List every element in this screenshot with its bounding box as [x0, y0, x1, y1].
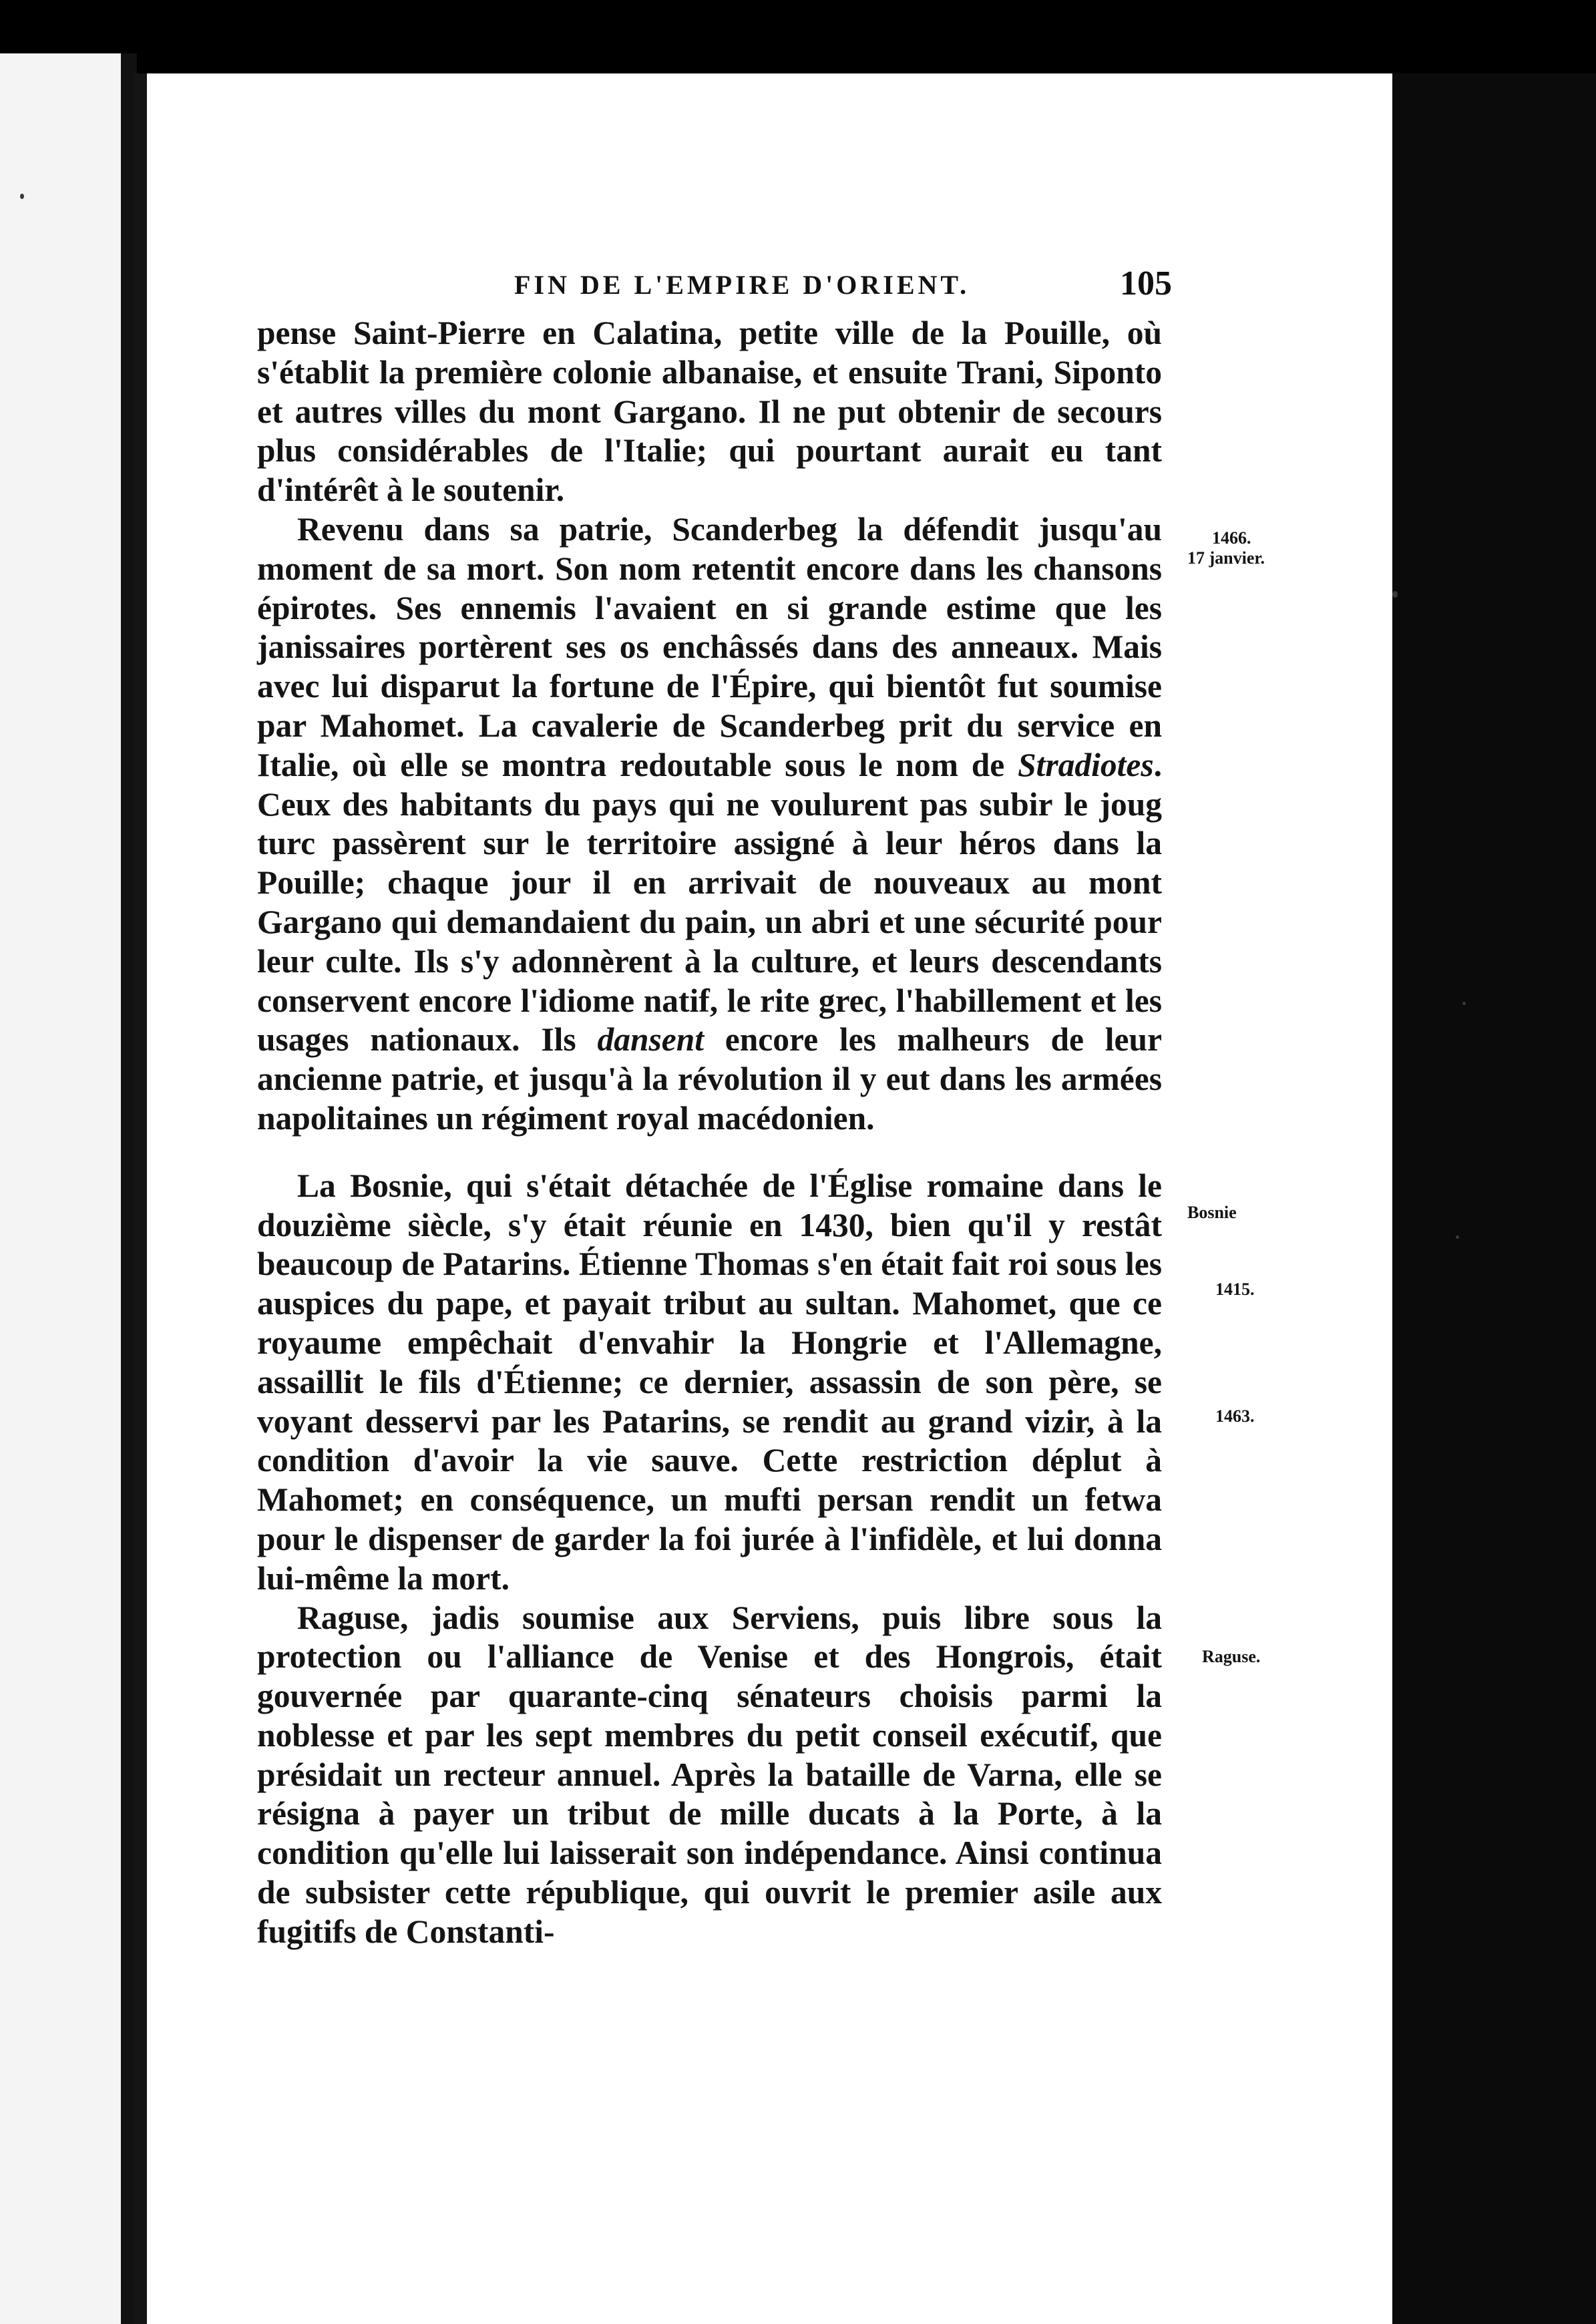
- text-run: Revenu dans sa patrie, Scanderbeg la défendit jusqu'au moment de sa mort. Son nom retentit encore dans les chansons épirotes. Ses ennemis l'avaient en si grande estime que les janissaires portèrent ses os enchâssés dans des anneaux. Mais avec lui disparut la fortune de l'Épire, qui bientôt fut soumise par Mahomet. La cavalerie de Scanderbeg prit du service en Italie, où elle se montra redoutable sous le nom de: [257, 510, 1162, 783]
- paragraph: [257, 1599, 1162, 1952]
- margin-note-1415: 1415.: [1215, 1280, 1255, 1299]
- text-run: . Ceux des habitants du pays qui ne voulurent pas subir le joug turc passèrent sur le territoire assigné à leur héros dans la Pouille; chaque jour il en arrivait de nouveaux au mont Gargano qui demandaient du pain, un abri et une sécurité pour leur culte. Ils s'y adonnèrent à la culture, et leurs descendants conservent encore l'idiome natif, le rite grec, l'habillement et les usages nationaux. Ils: [257, 746, 1162, 1058]
- margin-note-1466: 1466.: [1212, 528, 1251, 548]
- text-run: pense Saint-Pierre en Calatina, petite ville de la Pouille, où s'établit la première colonie albanaise, et ensuite Trani, Siponto et autres villes du mont Gargano. Il ne put obtenir de secours plus considérables de l'Italie; qui pourtant aurait eu tant d'intérêt à le soutenir.: [257, 315, 1162, 509]
- page-shadow: [1392, 73, 1596, 2324]
- facing-page-edge: [0, 53, 137, 2324]
- running-header: [387, 264, 1172, 311]
- text-run: La Bosnie, qui s'était détachée de l'Église romaine dans le douzième siècle, s'y était réunie en 1430, bien qu'il y restât beaucoup de Patarins. Étienne Thomas s'en était fait roi sous les auspices du pape, et payait tribut au sultan. Mahomet, que ce royaume empêchait d'envahir la Hongrie et l'Allemagne, assaillit le fils d'Étienne; ce dernier, assassin de son père, se voyant desservi par les Patarins, se rendit au grand vizir, à la condition d'avoir la vie sauve. Cette restriction déplut à Mahomet; en conséquence, un mufti persan rendit un fetwa pour le dispenser de garder la foi jurée à l'infidèle, et lui donna lui-même la mort.: [257, 1167, 1162, 1597]
- paragraph: [257, 510, 1162, 1139]
- body-text: [257, 314, 1162, 1952]
- text-run: Raguse, jadis soumise aux Serviens, puis libre sous la protection ou l'alliance de Venise et des Hongrois, était gouvernée par quarante-cinq sénateurs choisis parmi la noblesse et par les sept membres du petit conseil exécutif, que présidait un recteur annuel. Après la bataille de Varna, elle se résigna à payer un tribut de mille ducats à la Porte, à la condition qu'elle lui laisserait son indépendance. Ainsi continua de subsister cette république, qui ouvrit le premier asile aux fugitifs de Constanti-: [257, 1599, 1162, 1950]
- paragraph: [257, 314, 1162, 510]
- page-number: 105: [1120, 264, 1172, 303]
- text-run: encore les malheurs de leur ancienne patrie, et jusqu'à la révolution il y eut dans les armées napolitaines un régiment royal macédonien.: [257, 1021, 1162, 1137]
- margin-note-17-janvier: 17 janvier.: [1187, 548, 1265, 568]
- running-title: FIN DE L'EMPIRE D'ORIENT.: [514, 270, 970, 300]
- emphasis-text: dansent: [597, 1021, 704, 1058]
- emphasis-text: Stradiotes: [1018, 746, 1154, 783]
- margin-note-1463: 1463.: [1215, 1406, 1255, 1426]
- margin-note-bosnie: Bosnie: [1187, 1203, 1237, 1222]
- paragraph: [257, 1167, 1162, 1599]
- margin-note-raguse: Raguse.: [1202, 1647, 1261, 1666]
